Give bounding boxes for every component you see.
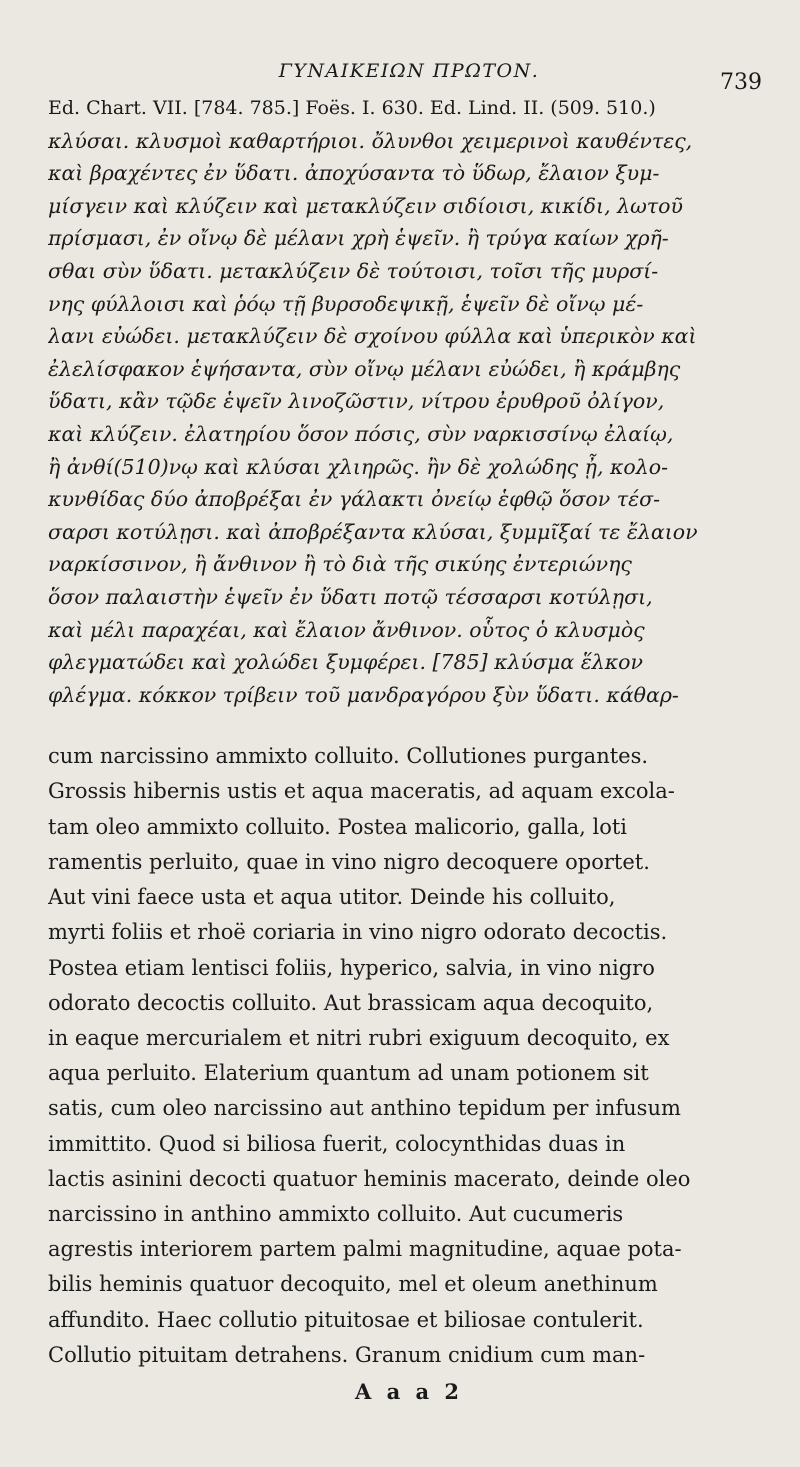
latin-line: cum narcissino ammixto colluito. Collutiones purgantes. (48, 744, 649, 769)
greek-line: πρίσμασι, ἐν οἴνῳ δὲ μέλανι χρὴ ἑψεῖν. ἢ τρύγα καίων χρῆ- (48, 226, 669, 251)
latin-line: lactis asinini decocti quatuor heminis macerato, deinde oleo (48, 1166, 691, 1191)
latin-line: Aut vini faece usta et aqua utitor. Deinde his colluito, (48, 885, 616, 910)
greek-line: νης φύλλοισι καὶ ῥόῳ τῇ βυρσοδεψικῇ, ἑψεῖν δὲ οἴνῳ μέ- (48, 291, 644, 316)
latin-line: Grossis hibernis ustis et aqua maceratis, ad aquam excola- (48, 779, 675, 804)
signature-mark: A a a 2 (354, 1378, 464, 1404)
greek-line: σαρσι κοτύλῃσι. καὶ ἀποβρέξαντα κλύσαι, ξυμμῖξαί τε ἔλαιον (48, 519, 698, 544)
latin-line: Collutio pituitam detrahens. Granum cnidium cum man- (48, 1342, 646, 1367)
latin-line: in eaque mercurialem et nitri rubri exiguum decoquito, ex (48, 1025, 670, 1050)
greek-line: μίσγειν καὶ κλύζειν καὶ μετακλύζειν σιδίοισι, κικίδι, λωτοῦ (48, 193, 683, 218)
page-number: 739 (720, 70, 762, 95)
latin-text-block (48, 739, 770, 1373)
greek-line: καὶ μέλι παραχέαι, καὶ ἔλαιον ἄνθινον. οὗτος ὁ κλυσμὸς (48, 617, 645, 642)
latin-line: affundito. Haec collutio pituitosae et biliosae contulerit. (48, 1307, 644, 1332)
edition-reference-line: Ed. Chart. VII. [784. 785.] Foës. I. 630. Ed. Lind. II. (509. 510.) (48, 97, 656, 119)
greek-text-block (48, 92, 770, 711)
greek-line: ἢ ἀνθί(510)νῳ καὶ κλύσαι χλιηρῶς. ἢν δὲ χολώδης ᾖ, κολο- (48, 454, 669, 479)
latin-line: myrti foliis et rhoë coriaria in vino nigro odorato decoctis. (48, 920, 668, 945)
greek-line: ναρκίσσινον, ἢ ἄνθινον ἢ τὸ διὰ τῆς σικύης ἐντεριώνης (48, 552, 632, 577)
greek-line: καὶ κλύζειν. ἐλατηρίου ὅσον πόσις, σὺν ναρκισσίνῳ ἐλαίῳ, (48, 421, 674, 446)
running-title: ΓΥΝΑΙΚΕΙΩΝ ΠΡΩΤΟΝ. (278, 60, 540, 82)
latin-line: immittito. Quod si biliosa fuerit, colocynthidas duas in (48, 1131, 626, 1156)
latin-line: tam oleo ammixto colluito. Postea malicorio, galla, loti (48, 814, 628, 839)
greek-line: λανι εὐώδει. μετακλύζειν δὲ σχοίνου φύλλα καὶ ὑπερικὸν καὶ (48, 324, 697, 349)
latin-line: agrestis interiorem partem palmi magnitudine, aquae pota- (48, 1237, 682, 1262)
greek-line: καὶ βραχέντες ἐν ὕδατι. ἀποχύσαντα τὸ ὕδωρ, ἔλαιον ξυμ- (48, 161, 660, 186)
greek-line: ἐλελίσφακον ἑψήσαντα, σὺν οἴνῳ μέλανι εὐώδει, ἢ κράμβης (48, 356, 681, 381)
greek-line: ὅσον παλαιστὴν ἑψεῖν ἐν ὕδατι ποτῷ τέσσαρσι κοτύλῃσι, (48, 584, 653, 609)
greek-line: κλύσαι. κλυσμοὶ καθαρτήριοι. ὄλυνθοι χειμερινοὶ καυθέντες, (48, 128, 693, 153)
latin-line: Postea etiam lentisci foliis, hyperico, salvia, in vino nigro (48, 955, 655, 980)
latin-line: aqua perluito. Elaterium quantum ad unam potionem sit (48, 1061, 649, 1086)
greek-line: φλέγμα. κόκκον τρίβειν τοῦ μανδραγόρου ξὺν ὕδατι. κάθαρ- (48, 682, 679, 707)
latin-line: satis, cum oleo narcissino aut anthino tepidum per infusum (48, 1096, 681, 1121)
greek-line: ὕδατι, κἂν τῷδε ἑψεῖν λινοζῶστιν, νίτρου ἐρυθροῦ ὀλίγον, (48, 389, 665, 414)
latin-line: narcissino in anthino ammixto colluito. Aut cucumeris (48, 1201, 624, 1226)
latin-line: bilis heminis quatuor decoquito, mel et oleum anethinum (48, 1272, 658, 1297)
greek-line: σθαι σὺν ὕδατι. μετακλύζειν δὲ τούτοισι, τοῖσι τῆς μυρσί- (48, 258, 659, 283)
latin-line: odorato decoctis colluito. Aut brassicam aqua decoquito, (48, 990, 654, 1015)
greek-line: κυνθίδας δύο ἀποβρέξαι ἐν γάλακτι ὀνείῳ ἑφθῷ ὅσον τέσ- (48, 487, 661, 512)
greek-line: φλεγματώδει καὶ χολώδει ξυμφέρει. [785] κλύσμα ἕλκον (48, 650, 643, 675)
latin-line: ramentis perluito, quae in vino nigro decoquere oportet. (48, 849, 650, 874)
running-head (48, 52, 770, 95)
